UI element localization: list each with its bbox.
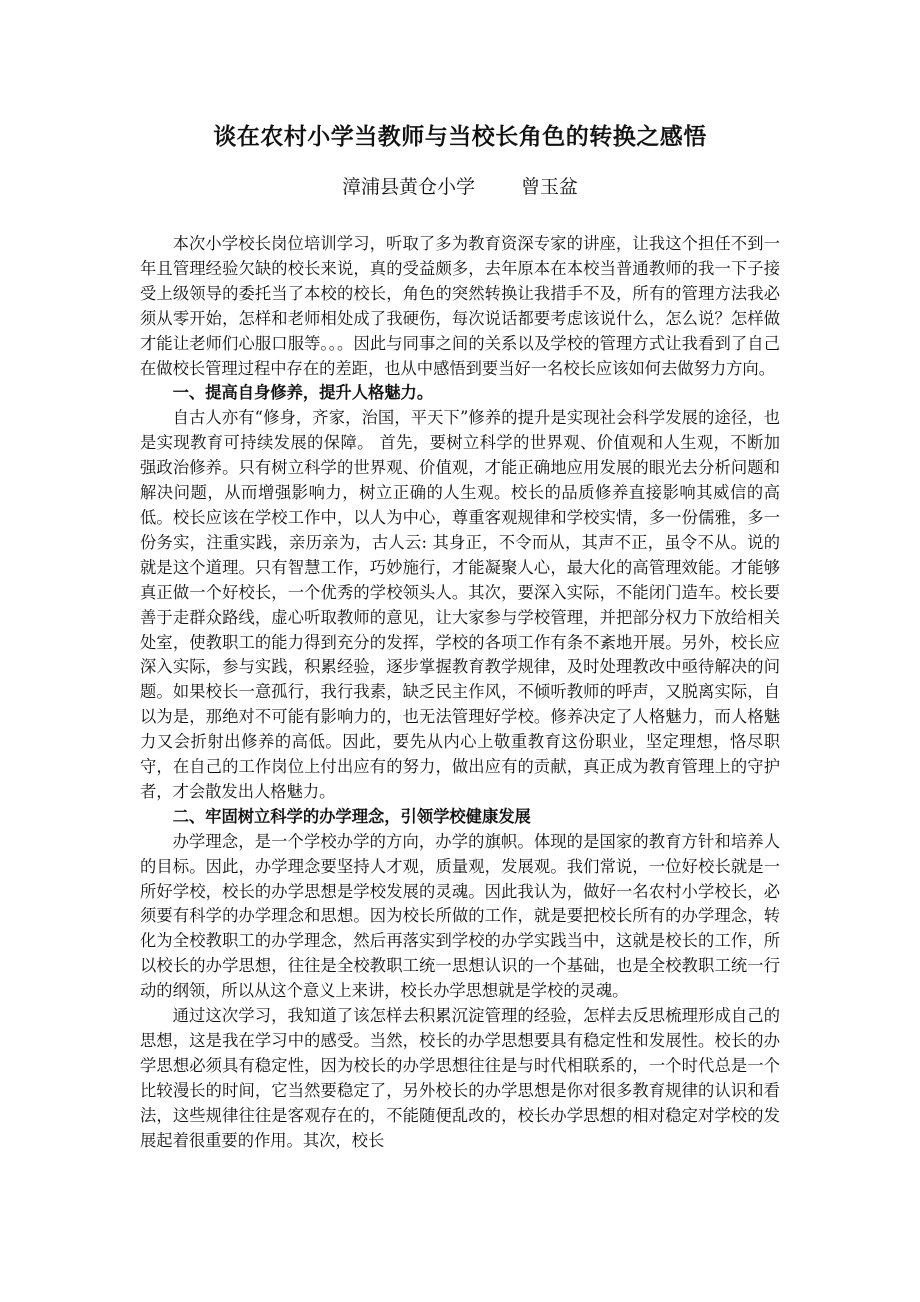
document-title: 谈在农村小学当教师与当校长角色的转换之感悟 — [213, 124, 707, 150]
author-school: 漳浦县黄仓小学 — [341, 176, 475, 198]
section-heading-1: 一、提高自身修养，提升人格魅力。 — [172, 383, 434, 403]
document-body — [140, 232, 780, 1154]
section-2-paragraph-1: 办学理念，是一个学校办学的方向，办学的旗帜。体现的是国家的教育方针和培养人的目标。因此，办学理念要坚持人才观，质量观，发展观。我们常说，一位好校长就是一所好学校，校长的办学思想是学校发展的灵魂。因此我认为，做好一名农村小学校长，必须要有科学的办学理念和思想。因为校长所做的工作，就是要把校长所有的办学理念，转化为全校教职工的办学理念，然后再落实到学校的办学实践当中，这就是校长的工作，所以校长的办学思想，往往是全校教职工统一思想认识的一个基础，也是全校教职工统一行动的纲领，所以从这个意义上来讲，校长办学思想就是学校的灵魂。 — [140, 831, 780, 1001]
section-heading-2: 二、牢固树立科学的办学理念，引领学校健康发展 — [172, 806, 531, 826]
author-name: 曾玉盆 — [521, 176, 579, 198]
intro-paragraph: 本次小学校长岗位培训学习，听取了多为教育资深专家的讲座，让我这个担任不到一年且管理经验欠缺的校长来说，真的受益颇多，去年原本在本校当普通教师的我一下子接受上级领导的委托当了本校的校长，角色的突然转换让我措手不及，所有的管理方法我必须从零开始，怎样和老师相处成了我硬伤，每次说话都要考虑该说什么，怎么说？怎样做才能让老师们心服口服等。。。因此与同事之间的关系以及学校的管理方式让我看到了自己在做校长管理过程中存在的差距，也从中感悟到要当好一名校长应该如何去做努力方向。 — [140, 234, 780, 378]
section-1-paragraph: 自古人亦有“修身，齐家，治国，平天下”修养的提升是实现社会科学发展的途径，也是实现教育可持续发展的保障。 首先，要树立科学的世界观、价值观和人生观，不断加强政治修养。只有树立科学的世界观、价值观，才能正确地应用发展的眼光去分析问题和解决问题，从而增强影响力，树立正确的人生观。校长的品质修养直接影响其威信的高低。校长应该在学校工作中，以人为中心，尊重客观规律和学校实情，多一份儒雅，多一份务实，注重实践，亲历亲为，古人云: 其身正，不令而从，其声不正，虽令不从。说的就是这个道理。只有智慧工作，巧妙施行，才能凝聚人心，最大化的高管理效能。才能够真正做一个好校长，一个优秀的学校领头人。其次，要深入实际，不能闭门造车。校长要善于走群众路线，虚心听取教师的意见，让大家参与学校管理，并把部分权力下放给相关处室，使教职工的能力得到充分的发挥，学校的各项工作有条不紊地开展。另外，校长应深入实际，参与实践，积累经验，逐步掌握教育教学规律，及时处理教改中亟待解决的问题。如果校长一意孤行，我行我素，缺乏民主作风，不倾听教师的呼声，又脱离实际，自以为是，那绝对不可能有影响力的，也无法管理好学校。修养决定了人格魅力，而人格魅力又会折射出修养的高低。因此，要先从内心上敬重教育这份职业，坚定理想，恪尽职守，在自己的工作岗位上付出应有的努力，做出应有的贡献，真正成为教育管理上的守护者，才会散发出人格魅力。 — [140, 408, 780, 801]
byline — [0, 172, 920, 199]
section-2-paragraph-2: 通过这次学习，我知道了该怎样去积累沉淀管理的经验，怎样去反思梳理形成自己的思想，这是我在学习中的感受。当然，校长的办学思想要具有稳定性和发展性。校长的办学思想必须具有稳定性，因为校长的办学思想往往是与时代相联系的，一个时代总是一个比较漫长的时间，它当然要稳定了，另外校长的办学思想是你对很多教育规律的认识和看法，这些规律往往是客观存在的，不能随便乱改的，校长办学思想的相对稳定对学校的发展起着很重要的作用。其次，校长 — [140, 1006, 780, 1150]
